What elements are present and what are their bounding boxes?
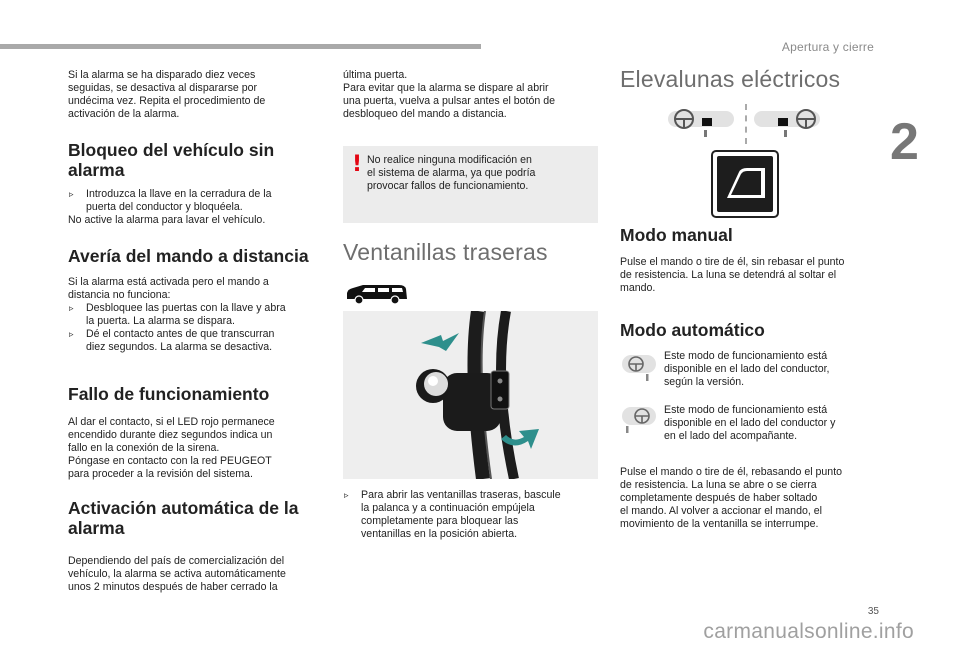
warning-text: No realice ninguna modificación en el sistema de alarma, ya que podría provocar fallos de funcionamiento.	[367, 154, 536, 192]
malfunction-text: Al dar el contacto, si el LED rojo permanece encendido durante diez segundos indica un fallo en la conexión de la sirena. Póngase en contacto con la red PEUGEOT para proceder a la revisión del sistema.	[68, 416, 275, 480]
header-bar	[0, 44, 481, 49]
steering-wheel-passenger-icon	[754, 106, 822, 138]
automatic-activation-text: Dependiendo del país de comercialización del vehículo, la alarma se activa automáticamente unos 2 minutos después de haber cerrado la	[68, 555, 286, 593]
chapter-number: 2	[890, 113, 919, 171]
bullet-item: ▹ Para abrir las ventanillas traseras, bascule la palanca y a continuación empújela completamente para bloquear las ventanillas en la posición abierta.	[343, 489, 603, 541]
alarm-intro-paragraph: Si la alarma se ha disparado diez veces seguidas, se desactiva al dispararse por undécima vez. Repita el procedimiento de activación de la alarma.	[68, 69, 266, 120]
steering-wheel-passenger-icon	[622, 405, 656, 435]
rear-window-latch-photo	[343, 311, 598, 479]
manual-mode-text: Pulse el mando o tire de él, sin rebasar el punto de resistencia. La luna se detendrá al soltar el mando.	[620, 256, 845, 294]
heading-rear-windows: Ventanillas traseras	[343, 239, 548, 265]
watermark: carmanualsonline.info	[703, 620, 914, 643]
bullet-item: ▹ Introduzca la llave en la cerradura de la puerta del conductor y bloquéela.	[68, 188, 333, 214]
heading-remote-failure: Avería del mando a distancia	[68, 246, 309, 266]
automatic-mode-text: Pulse el mando o tire de él, rebasando el punto de resistencia. La luna se abre o se cierra completamente después de haber soltado el mando. Al volver a accionar el mando, el movimiento de la ventanilla se interrumpe.	[620, 466, 843, 530]
section-label: Apertura y cierre	[781, 40, 874, 54]
steering-wheel-driver-icon	[622, 353, 656, 383]
steering-wheel-driver-icon	[668, 106, 736, 138]
heading-automatic-activation: Activación automática de la alarma	[68, 498, 299, 538]
heading-automatic-mode: Modo automático	[620, 320, 765, 340]
heading-lock-without-alarm: Bloqueo del vehículo sin alarma	[68, 140, 275, 180]
heading-malfunction: Fallo de funcionamiento	[68, 384, 270, 404]
remote-failure-text: Si la alarma está activada pero el mando a distancia no funciona: ▹ Desbloquee las puertas con la llave y abra la puerta. La alarma se dispara. ▹ Dé el contacto antes de que transcurran diez segundos. La alarma se desactiva.	[68, 276, 333, 354]
rear-windows-text	[343, 489, 603, 541]
lock-without-alarm-text: ▹ Introduzca la llave en la cerradura de la puerta del conductor y bloquéela. No active la alarma para lavar el vehículo.	[68, 188, 333, 227]
warning-exclamation-icon: !	[352, 152, 363, 177]
heading-manual-mode: Modo manual	[620, 225, 733, 245]
auto-both-text: Este modo de funcionamiento está disponible en el lado del conductor y en el lado del acompañante.	[664, 404, 836, 442]
page-number: 35	[867, 606, 879, 617]
bullet-item: ▹ Desbloquee las puertas con la llave y abra la puerta. La alarma se dispara.	[68, 302, 333, 328]
van-silhouette-icon	[345, 283, 409, 305]
heading-power-windows: Elevalunas eléctricos	[620, 66, 841, 92]
warning-box	[343, 146, 598, 223]
window-switch-icon	[711, 150, 779, 218]
icon-divider	[745, 104, 747, 144]
auto-driver-text: Este modo de funcionamiento está disponible en el lado del conductor, según la versión.	[664, 350, 830, 388]
bullet-item: ▹ Dé el contacto antes de que transcurran diez segundos. La alarma se desactiva.	[68, 328, 333, 354]
alarm-continued-text: última puerta. Para evitar que la alarma se dispare al abrir una puerta, vuelva a pulsar antes el botón de desbloqueo del mando a distancia.	[343, 69, 556, 120]
